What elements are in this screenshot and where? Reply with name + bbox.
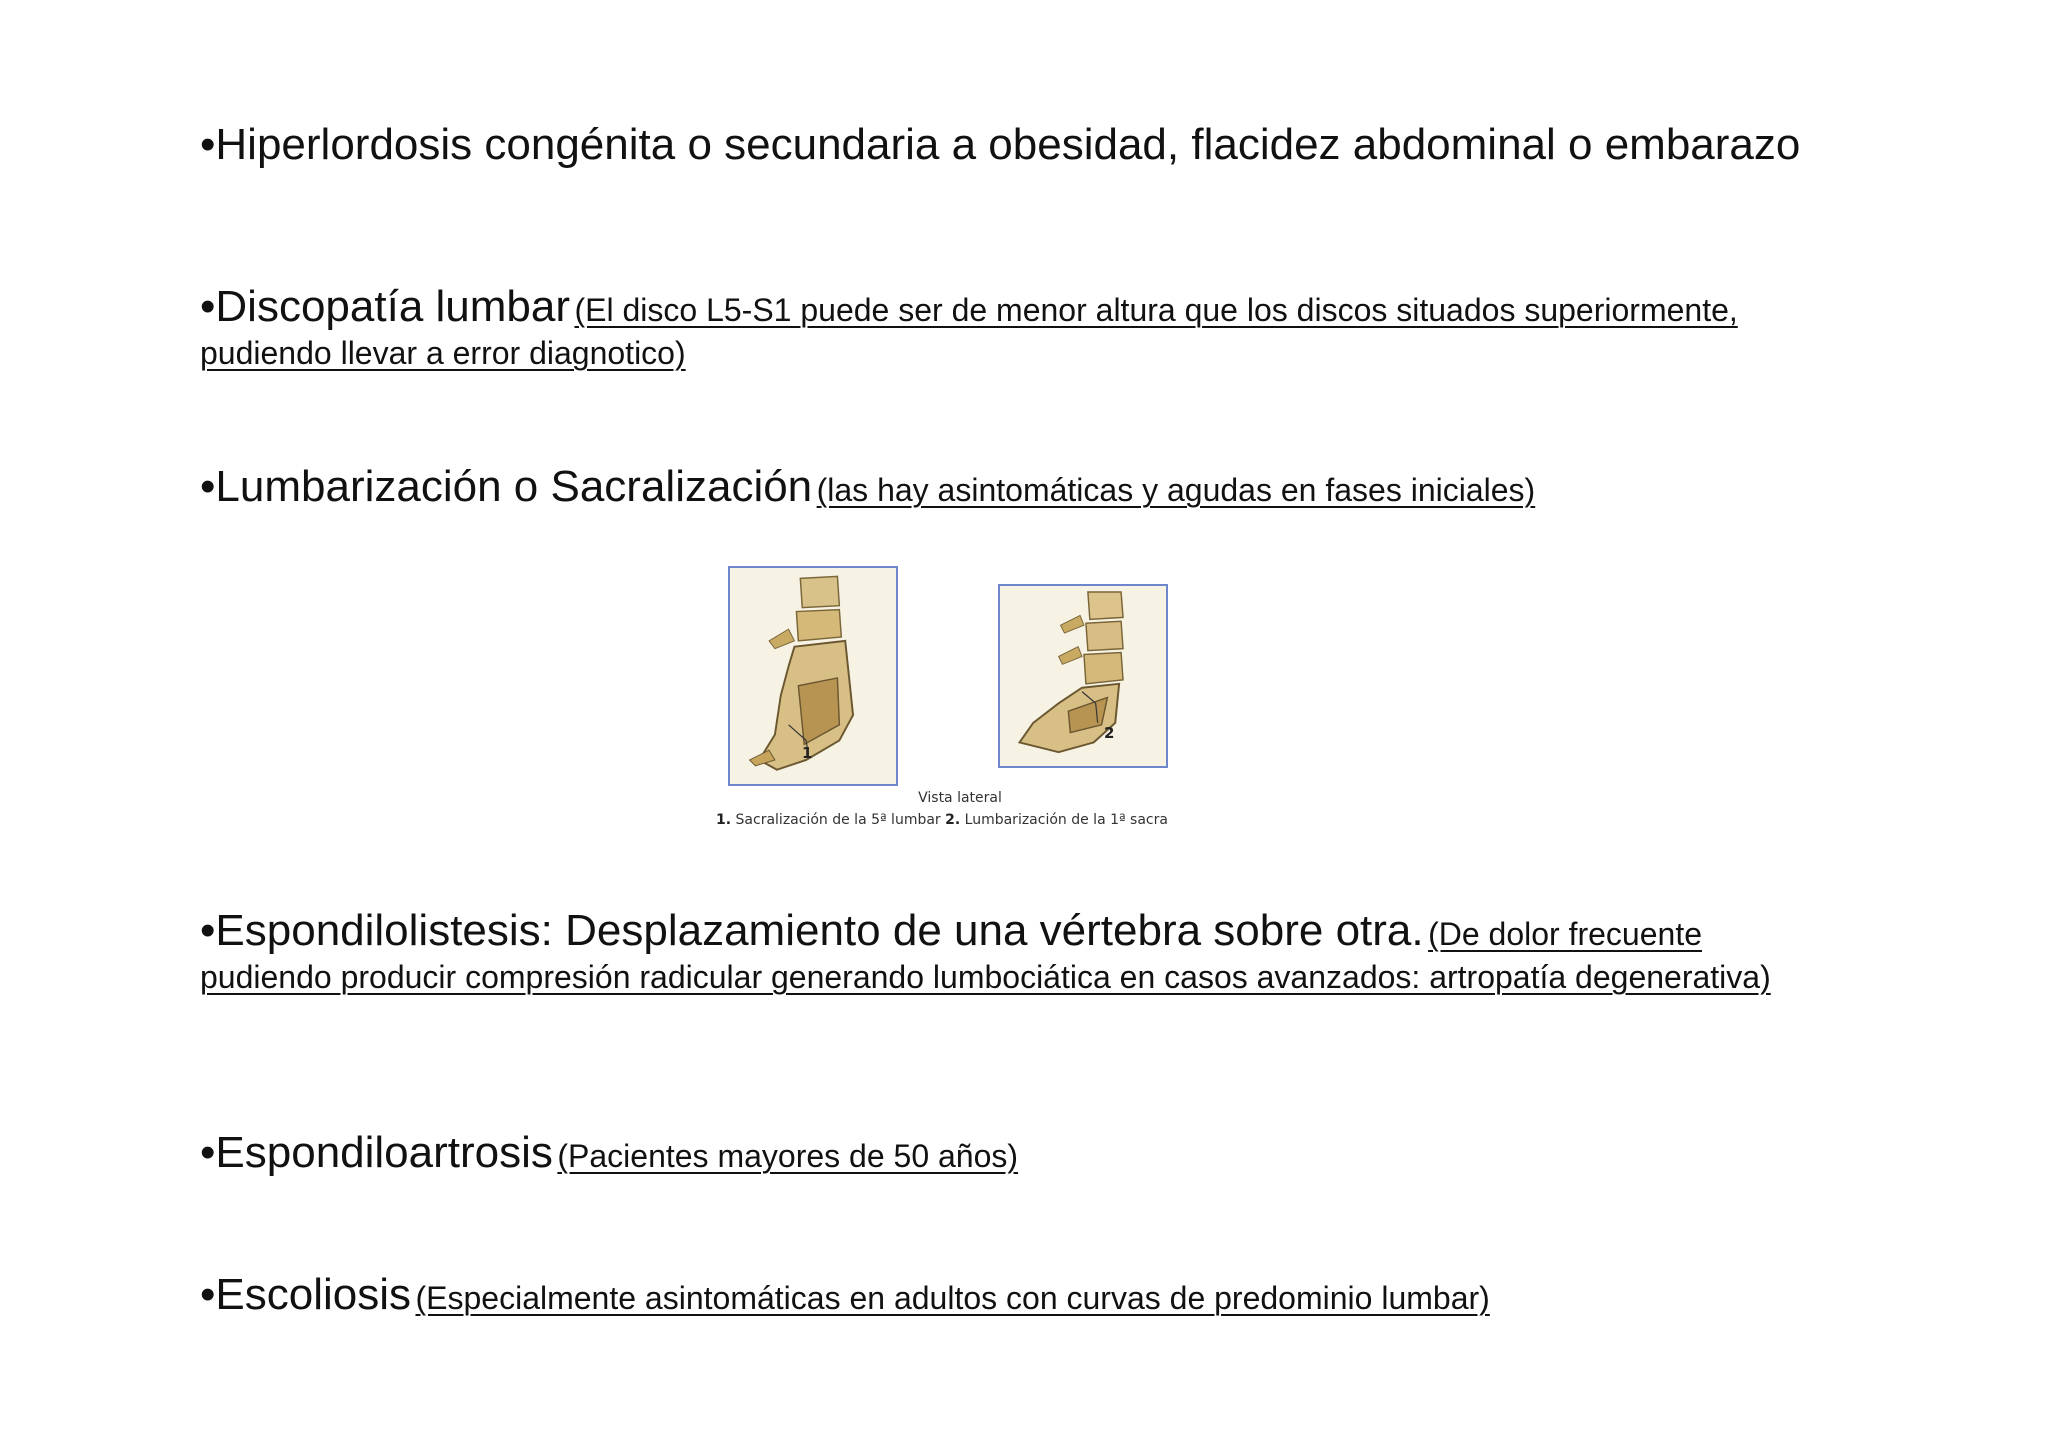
caption-text-1: Sacralización de la 5ª lumbar bbox=[735, 812, 941, 828]
caption-number-1: 1. bbox=[716, 812, 732, 828]
lumbarization-image bbox=[998, 584, 1168, 768]
bullet-lead: •Hiperlordosis congénita o secundaria a obesidad, flacidez abdominal o embarazo bbox=[200, 120, 1801, 169]
bullet-espondiloartrosis bbox=[200, 1128, 1840, 1178]
bullet-escoliosis bbox=[200, 1270, 1840, 1320]
bullet-discopatia bbox=[200, 282, 1840, 374]
spine-illustration-2 bbox=[1000, 586, 1166, 766]
caption-text-2: Lumbarización de la 1ª sacra bbox=[964, 812, 1168, 828]
spine-illustration-1 bbox=[730, 568, 896, 784]
figure-caption bbox=[662, 812, 1222, 828]
bullet-lead: •Espondiloartrosis bbox=[200, 1128, 553, 1177]
bullet-espondilolistesis bbox=[200, 906, 1840, 998]
bullet-lumbarizacion bbox=[200, 462, 1840, 512]
bullet-note: (las hay asintomáticas y agudas en fases iniciales) bbox=[816, 472, 1536, 508]
bullet-lead: •Lumbarización o Sacralización bbox=[200, 462, 813, 511]
bullet-note: (De dolor frecuente pudiendo producir compresión radicular generando lumbociática en casos avanzados: artropatía degenerativa) bbox=[200, 916, 1771, 995]
bullet-lead: •Discopatía lumbar bbox=[200, 282, 571, 331]
bullet-lead: •Espondilolistesis: Desplazamiento de una vértebra sobre otra. bbox=[200, 906, 1424, 955]
panel-number: 1 bbox=[802, 744, 813, 762]
panel-number: 2 bbox=[1104, 724, 1115, 742]
figure-caption-title: Vista lateral bbox=[918, 790, 1002, 806]
sacralization-image bbox=[728, 566, 898, 786]
bullet-note: (El disco L5-S1 puede ser de menor altura que los discos situados superiormente, pudiendo llevar a error diagnotico) bbox=[200, 292, 1738, 371]
bullet-note: (Especialmente asintomáticas en adultos con curvas de predominio lumbar) bbox=[415, 1280, 1490, 1316]
caption-number-2: 2. bbox=[945, 812, 961, 828]
vertebrae-figure bbox=[680, 560, 1200, 840]
bullet-hiperlordosis bbox=[200, 120, 1840, 170]
bullet-lead: •Escoliosis bbox=[200, 1270, 412, 1319]
bullet-note: (Pacientes mayores de 50 años) bbox=[557, 1138, 1019, 1174]
